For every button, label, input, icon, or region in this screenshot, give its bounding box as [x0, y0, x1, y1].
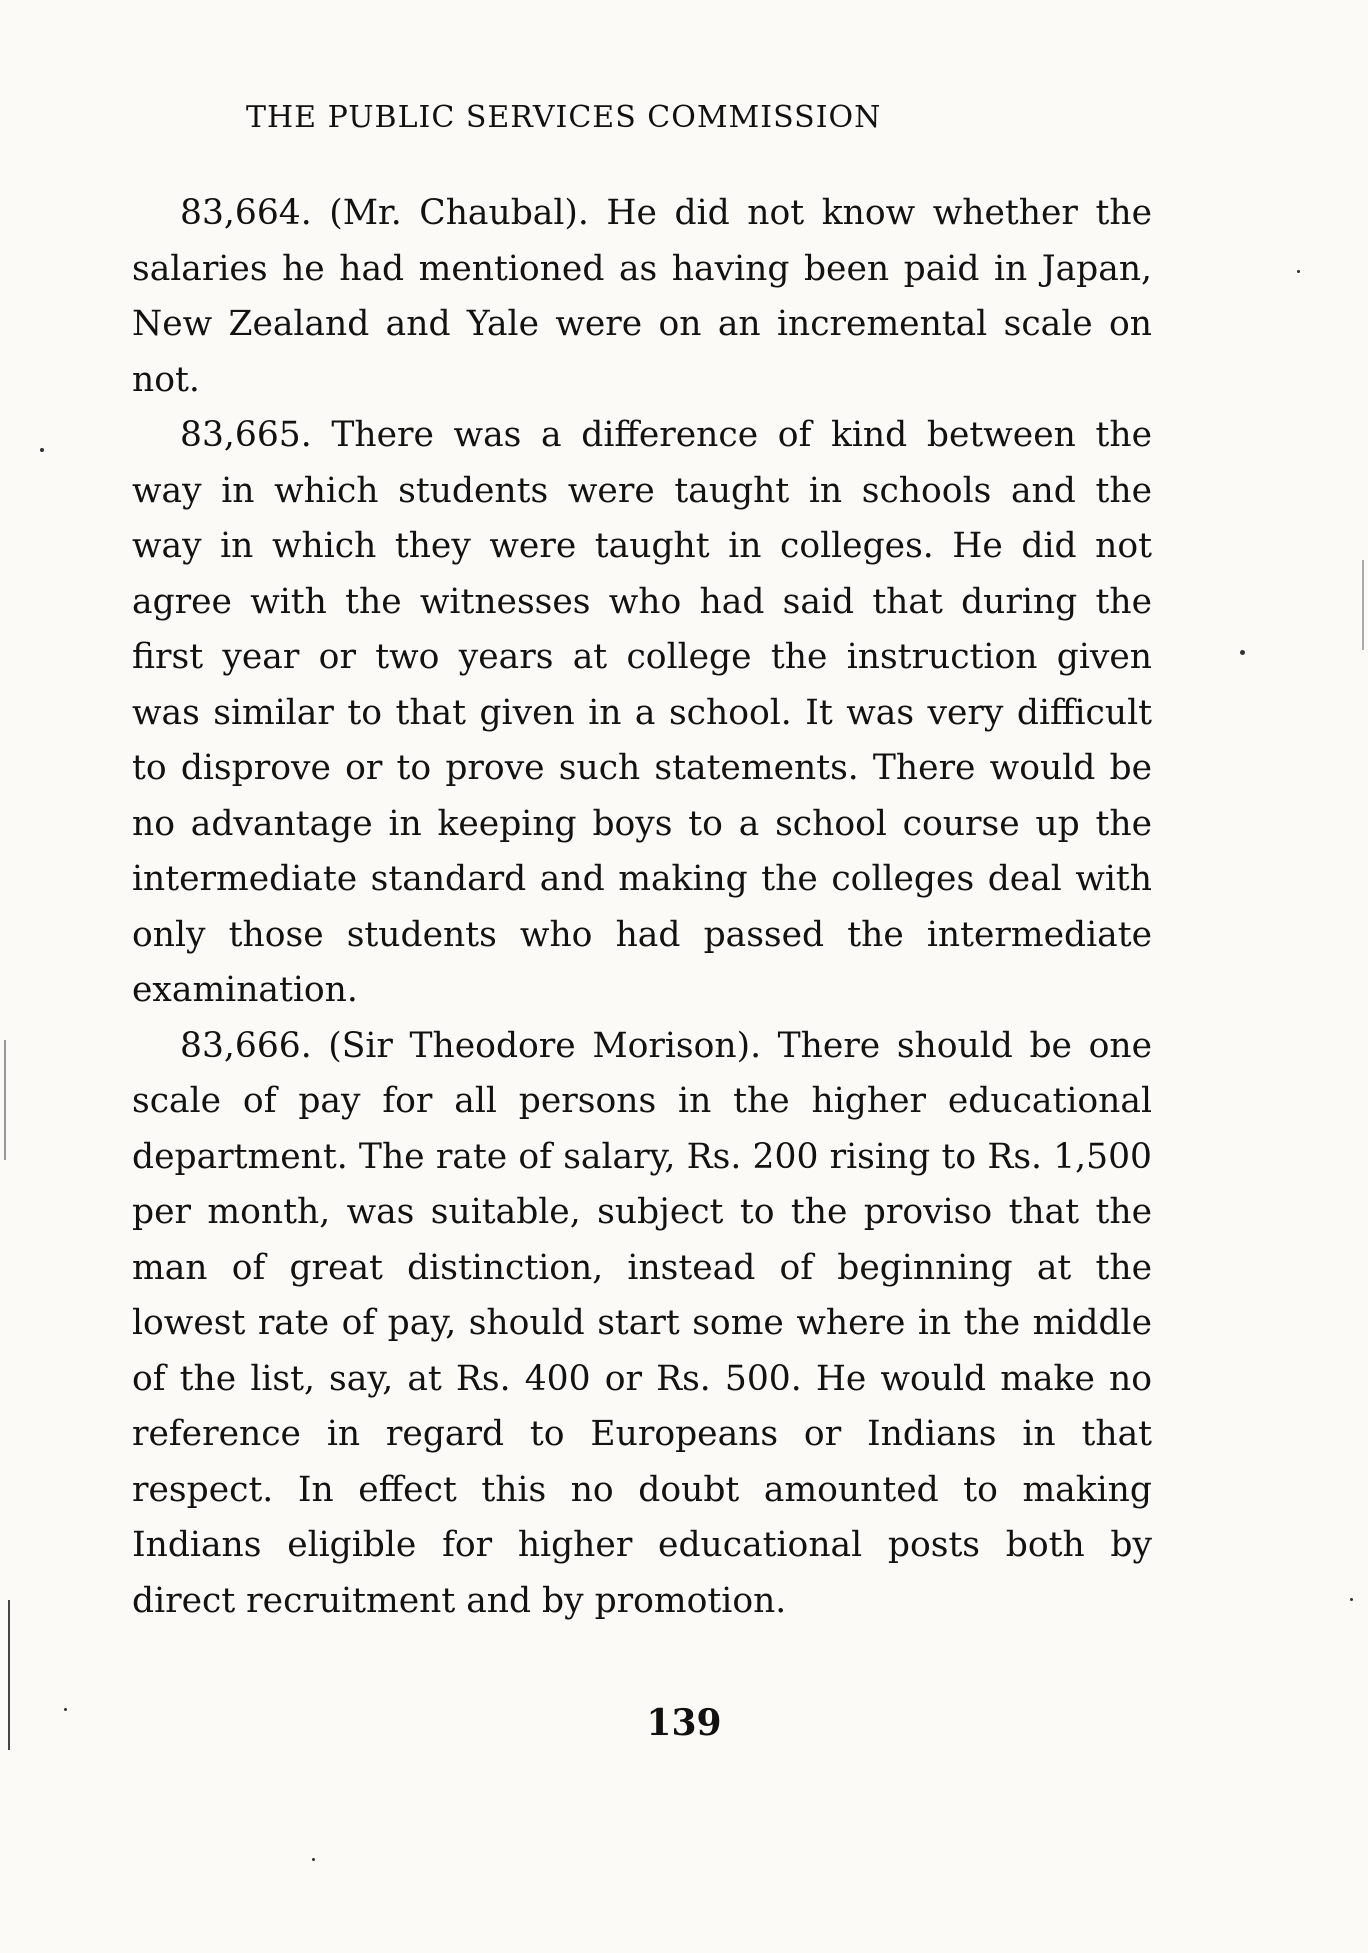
scan-speck	[1297, 270, 1300, 273]
scan-speck	[1350, 1598, 1353, 1601]
scan-speck	[312, 1858, 315, 1861]
body-text	[132, 186, 1152, 1629]
scan-edge-mark	[8, 1600, 10, 1750]
scan-speck	[40, 448, 44, 452]
scan-speck	[64, 1708, 67, 1711]
page-number: 139	[646, 1702, 722, 1744]
scan-edge-mark	[4, 1040, 6, 1160]
paragraph-83666: 83,666. (Sir Theodore Morison). There should be one scale of pay for all persons in the higher educational department. The rate of salary, Rs. 200 rising to Rs. 1,500 per month, was suitable, subject to the proviso that the man of great distinction, instead of beginning at the lowest rate of pay, should start some where in the middle of the list, say, at Rs. 400 or Rs. 500. He would make no reference in regard to Europeans or Indians in that respect. In effect this no doubt amounted to making Indians eligible for higher educational posts both by direct recruitment and by promotion.	[132, 1025, 1152, 1621]
running-header: THE PUBLIC SERVICES COMMISSION	[246, 100, 882, 135]
scan-edge-mark	[1362, 560, 1364, 650]
paragraph-83664: 83,664. (Mr. Chaubal). He did not know whether the salaries he had mentioned as having been paid in Japan, New Zealand and Yale were on an incremental scale on not.	[132, 193, 1152, 400]
paragraph-83665: 83,665. There was a difference of kind between the way in which students were taught in schools and the way in which they were taught in colleges. He did not agree with the witnesses who had said that during the first year or two years at college the instruction given was similar to that given in a school. It was very difficult to disprove or to prove such statements. There would be no advantage in keeping boys to a school course up the intermediate standard and making the colleges deal with only those students who had passed the intermediate examination.	[132, 415, 1152, 1010]
scan-speck	[1240, 650, 1245, 655]
